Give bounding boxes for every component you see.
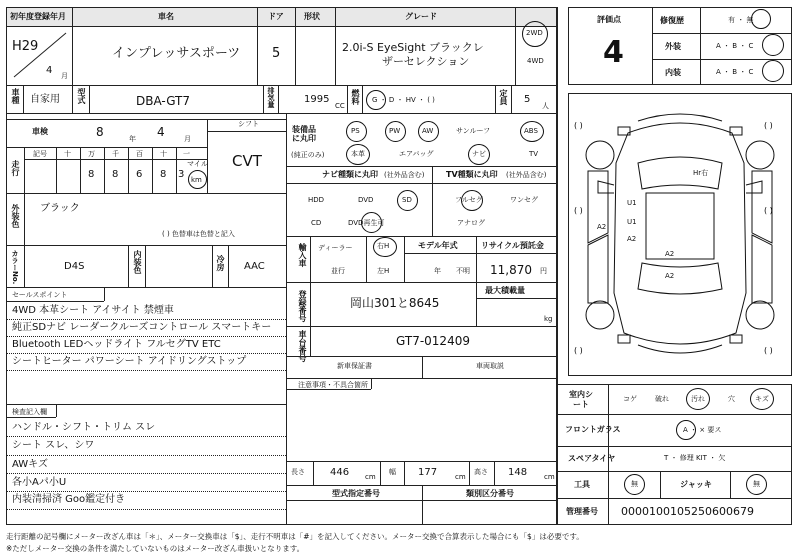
navi-type-sub: (社外品含む): [384, 171, 425, 179]
car-name-value: インプレッサスポーツ: [112, 46, 241, 61]
equip-sunroof: サンルーフ: [456, 127, 491, 135]
inspector-notes-label: 検査記入欄: [12, 408, 47, 416]
digit-header-0: 十: [64, 150, 71, 158]
svg-text:( ): ( ): [574, 121, 583, 130]
shape-label: 形状: [304, 12, 320, 21]
drive-2wd: 2WD: [526, 29, 543, 37]
equip-airbag: エアバッグ: [399, 150, 434, 158]
navi-sd: SD: [402, 196, 412, 204]
repair-label: 修復歴: [660, 16, 684, 25]
sales-line-3: シートヒーター パワーシート アイドリングストップ: [12, 356, 247, 367]
import-right: 右H: [377, 242, 390, 250]
digit-header-5: 一: [183, 150, 190, 158]
digit-3: 6: [136, 169, 143, 180]
displacement-value: 1995: [304, 94, 330, 105]
max-load-kg: kg: [544, 315, 553, 323]
seat-label: 室内シート: [569, 390, 593, 409]
manual-label: 車両取説: [476, 362, 504, 370]
navi-cd: CD: [311, 219, 322, 227]
navi-type-label: ナビ種類に丸印: [322, 170, 378, 179]
chassis-label: 車台番号: [298, 330, 307, 362]
tools-label: 工具: [574, 480, 590, 489]
fuel-options: G ・ D ・ HV ・ ( ): [372, 96, 435, 104]
navi-hdd: HDD: [308, 196, 325, 204]
category-label: 車種: [11, 88, 20, 104]
svg-text:( ): ( ): [764, 346, 773, 355]
digit-1: 8: [88, 169, 95, 180]
sales-line-0: 4WD 本革シート アイサイト 禁煙車: [12, 305, 174, 316]
mgmt-no: 0000100105250600679: [621, 505, 754, 518]
tv-analog: アナログ: [457, 219, 485, 227]
digit-4: 8: [160, 169, 167, 180]
inspection-year-unit: 年: [129, 135, 136, 143]
interior-color-label: 内装色: [133, 250, 142, 274]
inspection-year: 8: [96, 125, 104, 139]
interior-options: A ・ B ・ C: [716, 68, 754, 76]
repair-options: 有 ・ 無: [728, 16, 754, 24]
seat-opt-1: 破れ: [655, 395, 669, 403]
aircon-label: 冷房: [216, 255, 225, 271]
model-year-unknown: 不明: [456, 267, 470, 275]
equipment-sub: (純正のみ): [291, 151, 325, 159]
inspection-month: 4: [157, 125, 165, 139]
mark-hr: Hr右: [693, 169, 709, 177]
inspector-line-4: 内装清掃済 Goo鑑定付き: [12, 494, 126, 505]
mark-u1-b: U1: [627, 218, 637, 226]
tools-options: 無: [631, 480, 638, 488]
seat-opt-0: コゲ: [623, 395, 637, 403]
color-no-label: カラーNo.: [11, 250, 19, 285]
footer-line2: ※ただしメーター交換の条件を満たしていないものはメーター改ざん車扱いとなります。: [6, 544, 305, 553]
month-value: 4: [46, 65, 53, 76]
car-diagram: [568, 93, 792, 376]
mile-label: マイル: [187, 160, 208, 168]
svg-text:( ): ( ): [574, 206, 583, 215]
color-value: ブラック: [40, 203, 80, 214]
equip-pw: PW: [389, 127, 401, 135]
mileage-label: 走行: [11, 160, 20, 176]
mark-a2-d: A2: [665, 272, 675, 280]
digit-header-3: 百: [136, 150, 143, 158]
windshield-options: A ・ × 要ス: [683, 426, 722, 434]
exterior-options: A ・ B ・ C: [716, 42, 754, 50]
spare-label: スペアタイヤ: [568, 454, 616, 463]
grade-line1: 2.0i-S EyeSight ブラックレ: [342, 41, 484, 54]
seat-opt-2: 汚れ: [691, 395, 705, 403]
registration-label: 登録番号: [298, 290, 307, 322]
equip-navi: ナビ: [472, 150, 486, 158]
svg-text:( ): ( ): [574, 346, 583, 355]
capacity-value: 5: [524, 94, 531, 105]
length-label: 長さ: [291, 468, 305, 476]
capacity-label: 定員: [499, 89, 508, 105]
svg-text:( ): ( ): [764, 206, 773, 215]
width-label: 幅: [389, 468, 396, 476]
notes-label: 注意事項・不具合箇所: [298, 381, 368, 389]
recycle-value: 11,870: [490, 263, 532, 277]
mgmt-label: 管理番号: [566, 507, 598, 516]
recycle-yen: 円: [540, 267, 547, 275]
tv-type-sub: (社外品含む): [506, 171, 547, 179]
seat-opt-4: キズ: [755, 395, 769, 403]
inspector-line-2: AWキズ: [12, 459, 48, 470]
color-label: 外装色: [11, 204, 20, 228]
digit-header-2: 千: [112, 150, 119, 158]
drive-4wd: 4WD: [527, 57, 544, 65]
displacement-label: 排気量: [267, 87, 275, 108]
spare-options: T ・ 修理 KIT ・ 欠: [664, 454, 726, 462]
exterior-c-circle: [762, 34, 784, 56]
model-value: DBA-GT7: [136, 94, 191, 108]
import-left: 左H: [377, 267, 390, 275]
jack-label: ジャッキ: [680, 480, 712, 489]
inspector-line-3: 各小Aパ小U: [12, 477, 67, 488]
sales-points-label: セールスポイント: [12, 291, 68, 299]
aircon-value: AAC: [244, 261, 265, 272]
model-year-label: モデル年式: [418, 241, 458, 250]
grade-label: グレード: [405, 12, 437, 21]
height-label: 高さ: [474, 468, 488, 476]
mileage-sub-label: 記号: [33, 150, 47, 158]
import-label: 輸入車: [298, 243, 307, 267]
tv-type-label: TV種類に丸印: [446, 170, 498, 179]
grade-line2: ザーセレクション: [382, 55, 470, 68]
jack-options: 無: [753, 480, 760, 488]
score-value: 4: [603, 35, 624, 70]
shift-value: CVT: [232, 152, 262, 170]
import-parallel: 並行: [331, 267, 345, 275]
height-cm: cm: [544, 473, 555, 481]
svg-text:( ): ( ): [764, 121, 773, 130]
inspector-line-0: ハンドル・シフト・トリム スレ: [12, 422, 156, 433]
length-value: 446: [330, 467, 350, 478]
score-label: 評価点: [597, 15, 621, 24]
mark-a2-a: A2: [597, 223, 607, 231]
capacity-unit: 人: [542, 102, 549, 110]
color-no-value: D4S: [64, 261, 85, 272]
cc-unit: CC: [335, 102, 345, 110]
chassis-value: GT7-012409: [396, 334, 470, 348]
width-cm: cm: [455, 473, 466, 481]
import-dealer: ディーラー: [318, 244, 353, 252]
digit-5: 3: [178, 169, 185, 180]
warranty-label: 新車保証書: [337, 362, 372, 370]
seat-opt-3: 穴: [728, 395, 735, 403]
digit-2: 8: [112, 169, 119, 180]
class-no-label: 類別区分番号: [466, 489, 514, 498]
navi-dvd-play: DVD再生可: [348, 219, 385, 227]
equip-ps: PS: [351, 127, 360, 135]
repair-none-circle: [751, 9, 771, 29]
year-label: 初年度登録年月: [10, 12, 66, 21]
equip-leather: 本革: [351, 150, 365, 158]
doors-value: 5: [272, 46, 281, 61]
inspector-line-1: シート スレ、シワ: [12, 440, 95, 451]
mark-u1-a: U1: [627, 199, 637, 207]
equip-aw: AW: [422, 127, 434, 135]
sales-line-1: 純正SDナビ レーダークルーズコントロール スマートキー: [12, 322, 272, 333]
type-no-label: 型式指定番号: [332, 489, 380, 498]
interior-c-circle: [762, 60, 784, 82]
digit-header-1: 万: [88, 150, 95, 158]
height-value: 148: [508, 467, 528, 478]
registration-value: 岡山301と8645: [350, 296, 440, 310]
equip-tv: TV: [529, 150, 539, 158]
tv-oneseg: ワンセグ: [510, 196, 538, 204]
model-year-unit: 年: [434, 267, 441, 275]
door-label: ドア: [268, 12, 284, 21]
car-name-label: 車名: [158, 12, 174, 21]
mark-a2-b: A2: [627, 235, 637, 243]
color-note: ( ) 色替車は色替と記入: [162, 230, 235, 238]
fuel-label: 燃料: [351, 89, 360, 105]
month-unit: 月: [61, 72, 68, 80]
navi-dvd: DVD: [358, 196, 374, 204]
windshield-label: フロントガラス: [565, 425, 621, 434]
inspection-month-unit: 月: [184, 135, 191, 143]
inspection-label: 車検: [32, 127, 48, 136]
width-value: 177: [418, 467, 438, 478]
sales-line-2: Bluetooth LEDヘッドライト フルセグTV ETC: [12, 339, 221, 350]
equip-abs: ABS: [524, 127, 538, 135]
equipment-label: 装備品に丸印: [292, 125, 316, 143]
km-unit: km: [191, 176, 202, 184]
length-cm: cm: [365, 473, 376, 481]
mark-a2-c: A2: [665, 250, 675, 258]
digit-header-4: 十: [160, 150, 167, 158]
year-value: H29: [12, 39, 39, 54]
model-label: 型式: [77, 88, 86, 104]
interior-label: 内装: [665, 68, 681, 77]
max-load-label: 最大積載量: [485, 286, 525, 295]
footer-line1: 走行距離の記号欄にメーター改ざん車は「＊」、メーター交換車は「$」、走行不明車は「#」を記入してください。メーター交換で合算表示した場合にも「$」は必要です。: [6, 532, 584, 541]
category-value: 自家用: [30, 94, 60, 105]
exterior-label: 外装: [665, 42, 681, 51]
shift-label: シフト: [238, 120, 259, 128]
recycle-label: リサイクル預託金: [481, 241, 544, 250]
tv-fullseg: フルセグ: [455, 196, 483, 204]
